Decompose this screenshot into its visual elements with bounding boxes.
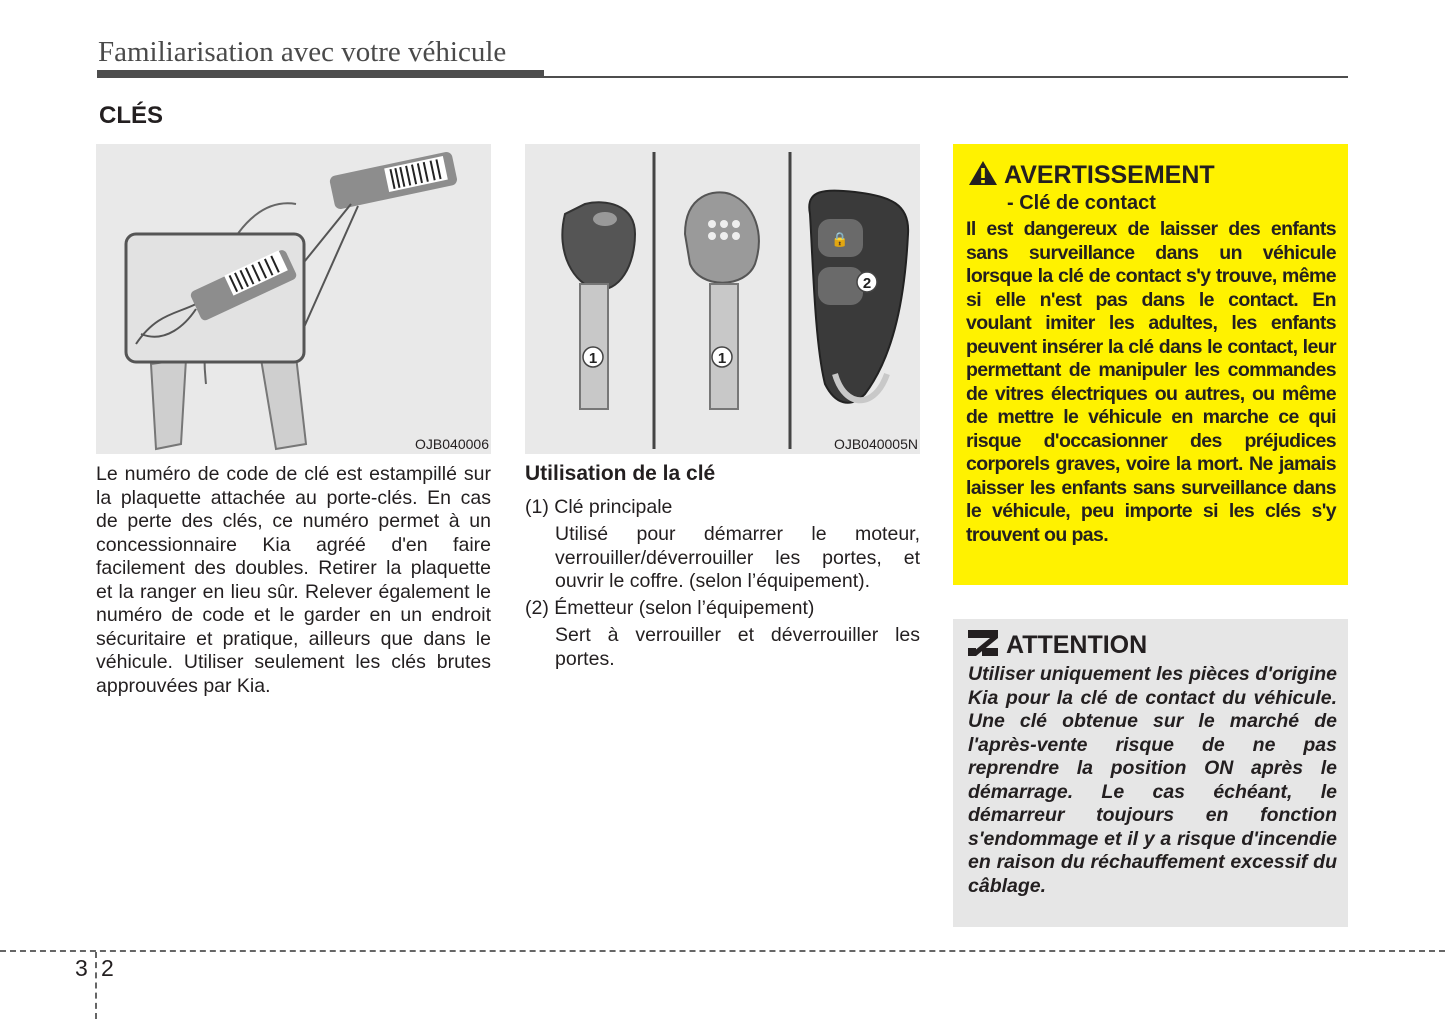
header-title: Familiarisation avec votre véhicule — [98, 36, 507, 68]
header-rule-thin — [544, 76, 1348, 78]
callout-2: 2 — [862, 275, 872, 292]
attention-text: Utiliser uniquement les pièces d'origine Kia pour la clé de contact du véhicule. Une clé obtenue sur le marché de l'après-vente risque de ne pas reprendre la position ON après le démarrage. Le cas échéant, le démarreur toujours en fonction s'endommage et il y a risque d'incendie en raison du réchauffement excessif du câblage. — [968, 663, 1337, 897]
warning-subtitle: - Clé de contact — [1007, 192, 1156, 214]
attention-header — [968, 630, 1147, 660]
svg-text:🔒: 🔒 — [831, 231, 849, 247]
footer-divider — [0, 950, 1445, 952]
warning-text: Il est dangereux de laisser des enfants sans surveillance dans un véhicule lorsque la clé de contact s'y trouve, même si elle n'est pas dans le contact. En voulant imiter les adultes, les enfants peuvent insérer la clé dans le contact, leur permettant de manipuler les commandes de vitres électriques ou autres, ou même de mettre le véhicule en marche ce qui risque d'occasionner des préjudices corporels graves, voire la mort. Ne jamais laisser les enfants sans surveillance dans le véhicule, peu importe si les clés s'y trouvent ou pas. — [966, 218, 1336, 546]
warning-header — [968, 160, 1215, 190]
callout-1b: 1 — [717, 350, 727, 367]
section-title: CLÉS — [99, 102, 164, 129]
list-item-label: (1) Clé principale — [525, 496, 673, 518]
attention-title: ATTENTION — [1006, 631, 1148, 659]
footer-vertical-divider — [95, 952, 97, 1019]
list-item-label: (2) Émetteur (selon l’équipement) — [525, 597, 815, 619]
key-code-paragraph: Le numéro de code de clé est estampillé sur la plaquette attachée au porte-clés. En cas de perte des clés, ce numéro permet à un concessionnaire Kia agréé d'en faire facilement des doubles. Retirer la plaquette et la ranger en lieu sûr. Relever également le numéro de code et le garder en un endroit sécuritaire et pratique, ailleurs que dans le véhicule. Utiliser seulement les clés brutes approuvées par Kia. — [96, 463, 491, 697]
header-rule-thick — [97, 70, 544, 78]
figure-code: OJB040006 — [415, 436, 489, 452]
key-usage-heading: Utilisation de la clé — [525, 462, 716, 485]
caution-icon — [968, 630, 998, 656]
key-tag-illustration — [96, 144, 491, 454]
list-item-description: Utilisé pour démarrer le moteur, verrouiller/déverrouiller les portes, et ouvrir le coffre. (selon l’équipement). — [555, 523, 920, 592]
figure-code: OJB040005N — [833, 436, 918, 452]
keys-illustration — [525, 144, 920, 454]
key-tag-figure — [96, 144, 491, 454]
warning-triangle-icon — [968, 160, 998, 186]
callout-1a: 1 — [588, 350, 598, 367]
list-item-description: Sert à verrouiller et déverrouiller les portes. — [555, 624, 920, 670]
warning-title: AVERTISSEMENT — [1004, 161, 1215, 189]
page-number: 2 — [101, 955, 114, 981]
keys-figure — [525, 144, 920, 454]
section-number: 3 — [75, 955, 88, 981]
